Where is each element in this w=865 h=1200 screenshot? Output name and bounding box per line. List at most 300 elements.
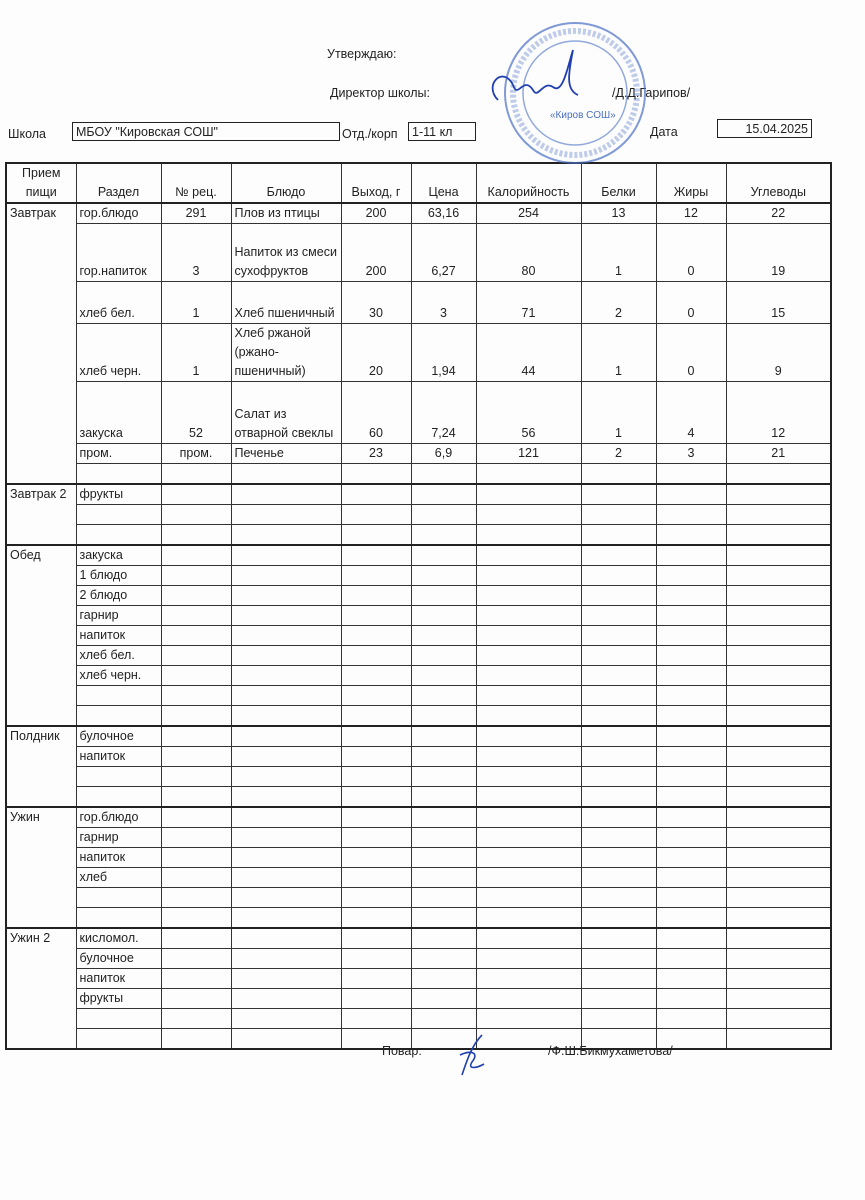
cell-carbs <box>726 706 831 727</box>
cell-yield <box>341 969 411 989</box>
cell-kcal: 44 <box>476 324 581 382</box>
cell-price <box>411 606 476 626</box>
cell-kcal <box>476 969 581 989</box>
cell-fat <box>656 767 726 787</box>
cell-kcal <box>476 726 581 747</box>
cell-carbs: 15 <box>726 282 831 324</box>
cell-dish <box>231 706 341 727</box>
cell-yield <box>341 686 411 706</box>
cell-yield <box>341 767 411 787</box>
cell-recipe <box>161 868 231 888</box>
cell-recipe: 291 <box>161 203 231 224</box>
cell-fat: 4 <box>656 382 726 444</box>
table-row <box>6 646 831 666</box>
cell-section: закуска <box>76 545 161 566</box>
cell-dish <box>231 848 341 868</box>
table-row <box>6 747 831 767</box>
cell-yield <box>341 666 411 686</box>
column-header: Блюдо <box>231 163 341 203</box>
cell-dish <box>231 787 341 808</box>
cell-section <box>76 505 161 525</box>
cell-dish: Плов из птицы <box>231 203 341 224</box>
cell-carbs <box>726 949 831 969</box>
cell-section: 2 блюдо <box>76 586 161 606</box>
date-field: 15.04.2025 <box>717 119 812 138</box>
cell-protein <box>581 787 656 808</box>
cell-fat <box>656 626 726 646</box>
cell-protein <box>581 767 656 787</box>
cell-section: булочное <box>76 949 161 969</box>
cell-section <box>76 1009 161 1029</box>
cell-protein <box>581 868 656 888</box>
cell-section <box>76 787 161 808</box>
cell-recipe <box>161 666 231 686</box>
cell-price <box>411 828 476 848</box>
cell-section <box>76 686 161 706</box>
cell-price <box>411 868 476 888</box>
dept-field: 1-11 кл <box>408 122 476 141</box>
cell-recipe <box>161 646 231 666</box>
cell-recipe <box>161 586 231 606</box>
cell-section: напиток <box>76 747 161 767</box>
cell-price <box>411 586 476 606</box>
cell-dish <box>231 928 341 949</box>
cell-dish: Хлеб ржаной (ржано-пшеничный) <box>231 324 341 382</box>
cell-carbs <box>726 868 831 888</box>
cell-price: 6,9 <box>411 444 476 464</box>
cell-recipe <box>161 484 231 505</box>
cell-section: хлеб бел. <box>76 282 161 324</box>
cell-fat: 0 <box>656 282 726 324</box>
cell-carbs: 22 <box>726 203 831 224</box>
cell-kcal <box>476 888 581 908</box>
cell-yield <box>341 989 411 1009</box>
cell-carbs <box>726 484 831 505</box>
cell-kcal <box>476 747 581 767</box>
cell-dish <box>231 1009 341 1029</box>
table-row <box>6 382 831 444</box>
cell-kcal: 254 <box>476 203 581 224</box>
table-row <box>6 666 831 686</box>
cell-kcal <box>476 908 581 929</box>
cell-yield <box>341 848 411 868</box>
cell-price <box>411 969 476 989</box>
cell-protein <box>581 606 656 626</box>
cell-fat <box>656 928 726 949</box>
table-row <box>6 726 831 747</box>
cell-kcal <box>476 828 581 848</box>
cell-dish <box>231 747 341 767</box>
column-header: Прием пищи <box>6 163 76 203</box>
cell-recipe <box>161 1029 231 1050</box>
cell-recipe <box>161 726 231 747</box>
cell-fat <box>656 464 726 485</box>
cell-fat <box>656 484 726 505</box>
cell-dish: Хлеб пшеничный <box>231 282 341 324</box>
cell-recipe <box>161 828 231 848</box>
cell-carbs: 19 <box>726 224 831 282</box>
cell-price: 63,16 <box>411 203 476 224</box>
cell-price <box>411 787 476 808</box>
cell-price <box>411 807 476 828</box>
table-row <box>6 807 831 828</box>
cell-kcal <box>476 484 581 505</box>
cell-dish <box>231 525 341 546</box>
cell-dish <box>231 807 341 828</box>
cell-recipe: 3 <box>161 224 231 282</box>
table-row <box>6 566 831 586</box>
cell-section: хлеб бел. <box>76 646 161 666</box>
cell-yield <box>341 646 411 666</box>
cell-kcal <box>476 525 581 546</box>
cell-dish <box>231 626 341 646</box>
table-row <box>6 324 831 382</box>
cell-dish <box>231 908 341 929</box>
cell-carbs <box>726 666 831 686</box>
cell-dish <box>231 606 341 626</box>
cell-price: 1,94 <box>411 324 476 382</box>
cell-price <box>411 928 476 949</box>
cell-dish <box>231 969 341 989</box>
cell-protein <box>581 848 656 868</box>
cell-recipe: пром. <box>161 444 231 464</box>
cell-protein <box>581 969 656 989</box>
cell-price <box>411 888 476 908</box>
cell-section <box>76 525 161 546</box>
cell-price: 7,24 <box>411 382 476 444</box>
meal-name: Полдник <box>6 726 76 807</box>
cell-yield: 60 <box>341 382 411 444</box>
cell-fat <box>656 566 726 586</box>
column-header: Выход, г <box>341 163 411 203</box>
cell-price: 6,27 <box>411 224 476 282</box>
cell-protein <box>581 646 656 666</box>
cell-carbs <box>726 848 831 868</box>
cell-recipe <box>161 989 231 1009</box>
cell-fat <box>656 807 726 828</box>
cell-protein <box>581 566 656 586</box>
cell-recipe <box>161 566 231 586</box>
cell-recipe <box>161 1009 231 1029</box>
cell-dish <box>231 505 341 525</box>
cell-protein <box>581 888 656 908</box>
cell-recipe <box>161 464 231 485</box>
cell-protein: 1 <box>581 324 656 382</box>
cell-kcal <box>476 868 581 888</box>
cell-kcal: 80 <box>476 224 581 282</box>
cell-protein <box>581 828 656 848</box>
cell-dish <box>231 989 341 1009</box>
cell-section: гор.блюдо <box>76 203 161 224</box>
cell-kcal: 121 <box>476 444 581 464</box>
table-row <box>6 908 831 929</box>
cell-protein <box>581 464 656 485</box>
cell-kcal <box>476 787 581 808</box>
cell-section: напиток <box>76 969 161 989</box>
cell-yield <box>341 949 411 969</box>
cell-section <box>76 464 161 485</box>
meal-name: Ужин 2 <box>6 928 76 1049</box>
cell-protein <box>581 726 656 747</box>
dept-label: Отд./корп <box>342 127 398 141</box>
cell-kcal <box>476 807 581 828</box>
cell-carbs: 21 <box>726 444 831 464</box>
table-row <box>6 525 831 546</box>
table-row <box>6 949 831 969</box>
cell-section <box>76 767 161 787</box>
svg-text:«Киров СОШ»: «Киров СОШ» <box>550 110 616 121</box>
cell-yield <box>341 908 411 929</box>
column-header: Белки <box>581 163 656 203</box>
cell-dish <box>231 868 341 888</box>
table-row <box>6 606 831 626</box>
cell-yield <box>341 586 411 606</box>
cell-yield <box>341 566 411 586</box>
cell-recipe <box>161 747 231 767</box>
table-row <box>6 969 831 989</box>
cell-section: закуска <box>76 382 161 444</box>
cell-section: хлеб черн. <box>76 666 161 686</box>
cell-carbs <box>726 747 831 767</box>
cook-label: Повар: <box>382 1044 422 1058</box>
cell-protein: 1 <box>581 382 656 444</box>
cell-protein <box>581 545 656 566</box>
cell-section: хлеб черн. <box>76 324 161 382</box>
cell-section: кисломол. <box>76 928 161 949</box>
cell-price <box>411 989 476 1009</box>
cell-price <box>411 848 476 868</box>
cell-carbs <box>726 1029 831 1050</box>
cell-carbs <box>726 969 831 989</box>
cell-carbs <box>726 828 831 848</box>
cell-carbs <box>726 1009 831 1029</box>
cell-fat <box>656 868 726 888</box>
cell-price <box>411 767 476 787</box>
cell-fat <box>656 545 726 566</box>
column-header: Калорийность <box>476 163 581 203</box>
cell-section: булочное <box>76 726 161 747</box>
cell-kcal <box>476 606 581 626</box>
cell-carbs <box>726 566 831 586</box>
cell-price <box>411 525 476 546</box>
cell-price <box>411 646 476 666</box>
cell-fat <box>656 949 726 969</box>
cell-price <box>411 908 476 929</box>
cell-carbs <box>726 767 831 787</box>
table-row <box>6 787 831 808</box>
cell-fat <box>656 989 726 1009</box>
cell-protein <box>581 908 656 929</box>
cell-dish <box>231 686 341 706</box>
cell-protein: 2 <box>581 444 656 464</box>
cell-price <box>411 566 476 586</box>
cell-fat <box>656 706 726 727</box>
cell-kcal <box>476 666 581 686</box>
cell-carbs <box>726 888 831 908</box>
cell-fat <box>656 888 726 908</box>
cell-recipe <box>161 545 231 566</box>
cell-yield <box>341 464 411 485</box>
cell-recipe <box>161 928 231 949</box>
cell-yield: 20 <box>341 324 411 382</box>
cell-yield <box>341 545 411 566</box>
cell-dish <box>231 888 341 908</box>
cell-section: напиток <box>76 848 161 868</box>
cell-section <box>76 888 161 908</box>
cell-kcal <box>476 1009 581 1029</box>
cell-recipe <box>161 767 231 787</box>
cell-carbs <box>726 726 831 747</box>
cell-kcal <box>476 566 581 586</box>
cell-dish <box>231 464 341 485</box>
cell-recipe <box>161 505 231 525</box>
cell-protein <box>581 1009 656 1029</box>
cell-recipe <box>161 807 231 828</box>
cell-section: напиток <box>76 626 161 646</box>
cell-kcal <box>476 626 581 646</box>
cell-recipe <box>161 949 231 969</box>
cell-section <box>76 1029 161 1050</box>
table-row <box>6 224 831 282</box>
cell-section <box>76 706 161 727</box>
cell-carbs <box>726 606 831 626</box>
school-field: МБОУ "Кировская СОШ" <box>72 122 340 141</box>
cell-protein: 13 <box>581 203 656 224</box>
cell-yield <box>341 828 411 848</box>
cell-dish <box>231 646 341 666</box>
cell-yield <box>341 888 411 908</box>
cell-protein: 2 <box>581 282 656 324</box>
cell-yield <box>341 807 411 828</box>
cell-fat <box>656 586 726 606</box>
cell-dish: Печенье <box>231 444 341 464</box>
cell-dish <box>231 726 341 747</box>
column-header: № рец. <box>161 163 231 203</box>
cell-kcal <box>476 586 581 606</box>
cell-dish <box>231 484 341 505</box>
cell-fat <box>656 1009 726 1029</box>
cell-dish <box>231 949 341 969</box>
cell-section: пром. <box>76 444 161 464</box>
cell-carbs <box>726 626 831 646</box>
table-row <box>6 626 831 646</box>
cell-yield: 200 <box>341 203 411 224</box>
cell-carbs <box>726 686 831 706</box>
table-row <box>6 686 831 706</box>
menu-table <box>5 162 832 1050</box>
cell-dish: Салат из отварной свеклы <box>231 382 341 444</box>
cell-fat <box>656 908 726 929</box>
cell-protein <box>581 505 656 525</box>
cell-price <box>411 706 476 727</box>
cell-fat <box>656 747 726 767</box>
cell-recipe <box>161 626 231 646</box>
cell-carbs <box>726 525 831 546</box>
cell-protein <box>581 928 656 949</box>
cell-protein <box>581 586 656 606</box>
table-row <box>6 828 831 848</box>
cell-yield <box>341 525 411 546</box>
cell-protein <box>581 989 656 1009</box>
cell-protein <box>581 484 656 505</box>
cell-protein <box>581 666 656 686</box>
cell-price <box>411 949 476 969</box>
cell-yield <box>341 484 411 505</box>
cell-recipe <box>161 606 231 626</box>
cell-fat: 12 <box>656 203 726 224</box>
table-row <box>6 706 831 727</box>
director-label: Директор школы: <box>330 86 430 100</box>
cell-kcal <box>476 545 581 566</box>
date-label: Дата <box>650 125 678 139</box>
column-header: Углеводы <box>726 163 831 203</box>
cell-yield <box>341 505 411 525</box>
column-header: Цена <box>411 163 476 203</box>
cell-yield <box>341 706 411 727</box>
cell-fat <box>656 969 726 989</box>
cell-section: хлеб <box>76 868 161 888</box>
cell-section: гор.напиток <box>76 224 161 282</box>
cell-dish <box>231 545 341 566</box>
table-row <box>6 464 831 485</box>
cell-fat: 0 <box>656 224 726 282</box>
cell-carbs <box>726 807 831 828</box>
cell-recipe <box>161 969 231 989</box>
cell-price <box>411 666 476 686</box>
cell-carbs <box>726 545 831 566</box>
cell-carbs <box>726 928 831 949</box>
cell-section: гор.блюдо <box>76 807 161 828</box>
cell-kcal <box>476 928 581 949</box>
cell-yield <box>341 726 411 747</box>
cell-section <box>76 908 161 929</box>
school-label: Школа <box>8 127 46 141</box>
cook-signature <box>452 1030 497 1080</box>
cell-fat: 0 <box>656 324 726 382</box>
table-row <box>6 1009 831 1029</box>
cell-carbs <box>726 787 831 808</box>
cell-kcal <box>476 686 581 706</box>
cell-dish <box>231 1029 341 1050</box>
table-row <box>6 586 831 606</box>
cell-carbs <box>726 505 831 525</box>
cell-price <box>411 626 476 646</box>
table-row <box>6 767 831 787</box>
cell-fat <box>656 525 726 546</box>
cell-fat <box>656 606 726 626</box>
cell-recipe <box>161 686 231 706</box>
cell-section: гарнир <box>76 606 161 626</box>
table-row <box>6 282 831 324</box>
cell-dish <box>231 566 341 586</box>
cell-yield <box>341 1009 411 1029</box>
cell-recipe: 1 <box>161 324 231 382</box>
cell-kcal <box>476 848 581 868</box>
cell-price <box>411 686 476 706</box>
table-row <box>6 888 831 908</box>
table-row <box>6 444 831 464</box>
cell-kcal <box>476 706 581 727</box>
cell-price <box>411 484 476 505</box>
cell-protein <box>581 706 656 727</box>
cell-carbs: 12 <box>726 382 831 444</box>
cell-dish <box>231 767 341 787</box>
cell-dish <box>231 586 341 606</box>
cell-section: 1 блюдо <box>76 566 161 586</box>
cell-fat <box>656 686 726 706</box>
table-row <box>6 203 831 224</box>
cell-recipe <box>161 908 231 929</box>
